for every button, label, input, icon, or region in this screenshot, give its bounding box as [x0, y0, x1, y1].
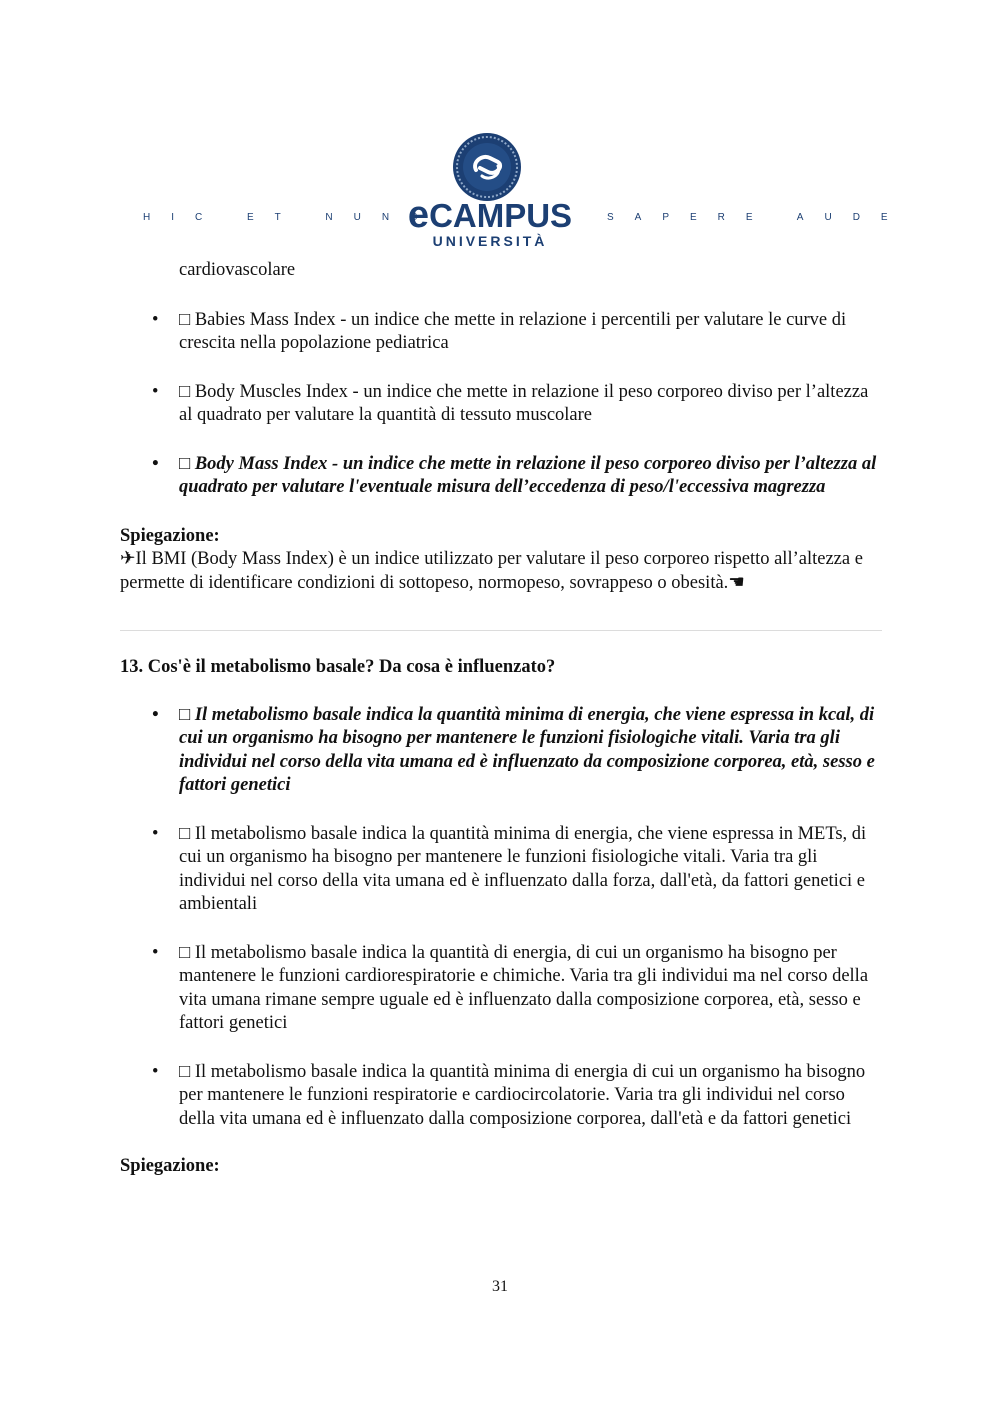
- option-text: Babies Mass Index - un indice che mette in relazione i percentili per valutare le curve di crescita nella popolazione pediatrica: [179, 309, 847, 353]
- option-checkbox[interactable]: □: [179, 704, 191, 725]
- bullet: •: [152, 823, 159, 844]
- explanation-text: [120, 548, 882, 595]
- page-header: [0, 130, 1000, 255]
- option-text: Body Mass Index - un indice che mette in relazione il peso corporeo diviso per l’altezza al quadrato per valutare l'eventuale misura dell’eccedenza di peso/l'eccessiva magrezza: [179, 453, 877, 497]
- bullet: •: [152, 381, 159, 402]
- option-checkbox[interactable]: □: [179, 453, 191, 474]
- q13-option: [120, 942, 882, 1036]
- explanation-body: Il BMI (Body Mass Index) è un indice utilizzato per valutare il peso corporeo rispetto all’altezza e permette di identificare condizioni di sottopeso, normopeso, sovrappeso o obesità.: [120, 549, 863, 593]
- pointing-hand-icon: ☚: [728, 572, 745, 593]
- ecampus-seal-icon: [452, 132, 522, 202]
- option-checkbox[interactable]: □: [179, 1061, 191, 1082]
- page-content: [120, 257, 882, 1179]
- bullet: •: [152, 309, 159, 330]
- option-checkbox[interactable]: □: [179, 823, 191, 844]
- q12-option-correct: [120, 453, 882, 500]
- motto-left: HIC ET NUNC: [143, 212, 439, 223]
- motto-right: SAPERE AUDE: [607, 212, 909, 223]
- q13-options-list: [120, 704, 882, 1132]
- bullet: •: [152, 453, 159, 474]
- option-text: Il metabolismo basale indica la quantità di energia, di cui un organismo ha bisogno per mantenere le funzioni cardiorespiratorie e chimiche. Varia tra gli individui ma nel corso della vita umana rimane sempre uguale ed è influenzato dalla composizione corporea, età, sesso e fattori genetici: [179, 942, 869, 1033]
- explanation-title: Spiegazione:: [120, 525, 220, 546]
- q13-option: [120, 1061, 882, 1132]
- option-text: Il metabolismo basale indica la quantità minima di energia, che viene espressa in kcal, di cui un organismo ha bisogno per mantenere le funzioni fisiologiche vitali. Varia tra gli individui nel corso della vita umana ed è influenzato da composizione corporea, età, sesso e fattori genetici: [179, 704, 875, 795]
- bullet: •: [152, 942, 159, 963]
- airplane-icon: ✈: [120, 549, 136, 569]
- brand-subtitle: UNIVERSITÀ: [432, 233, 548, 249]
- bullet: •: [152, 704, 159, 725]
- brand-logo-e: e: [407, 194, 430, 236]
- question-13-title: 13. Cos'è il metabolismo basale? Da cosa è influenzato?: [120, 657, 556, 677]
- q12-option: [120, 381, 882, 428]
- option-checkbox[interactable]: □: [179, 942, 191, 963]
- bullet: •: [152, 1061, 159, 1082]
- option-text: Body Muscles Index - un indice che mette in relazione il peso corporeo diviso per l’altezza al quadrato per valutare la quantità di tessuto muscolare: [179, 381, 869, 425]
- brand-logo: [404, 194, 576, 236]
- brand-logo-name: CAMPUS: [429, 197, 573, 234]
- option-text: Il metabolismo basale indica la quantità minima di energia di cui un organismo ha bisogno per mantenere le funzioni respiratorie e cardiocircolatorie. Varia tra gli individui nel corso della vita umana ed è influenzato dalla composizione corporea, dall'età e da fattori genetici: [179, 1061, 866, 1129]
- page-number: 31: [492, 1278, 508, 1295]
- explanation-title-2: Spiegazione:: [120, 1156, 220, 1176]
- q13-option: [120, 823, 882, 917]
- option-text: Il metabolismo basale indica la quantità minima di energia, che viene espressa in METs, di cui un organismo ha bisogno per mantenere le funzioni fisiologiche vitali. Varia tra gli individui nel corso della vita umana ed è influenzato dalla forza, dall'età, da fattori genetici e ambientali: [179, 823, 867, 914]
- section-divider: [120, 630, 882, 631]
- q13-option-correct: [120, 704, 882, 798]
- continued-text: cardiovascolare: [179, 260, 296, 280]
- q12-option: [120, 309, 882, 356]
- q12-options-list: [120, 309, 882, 500]
- option-checkbox[interactable]: □: [179, 309, 191, 330]
- option-checkbox[interactable]: □: [179, 381, 191, 402]
